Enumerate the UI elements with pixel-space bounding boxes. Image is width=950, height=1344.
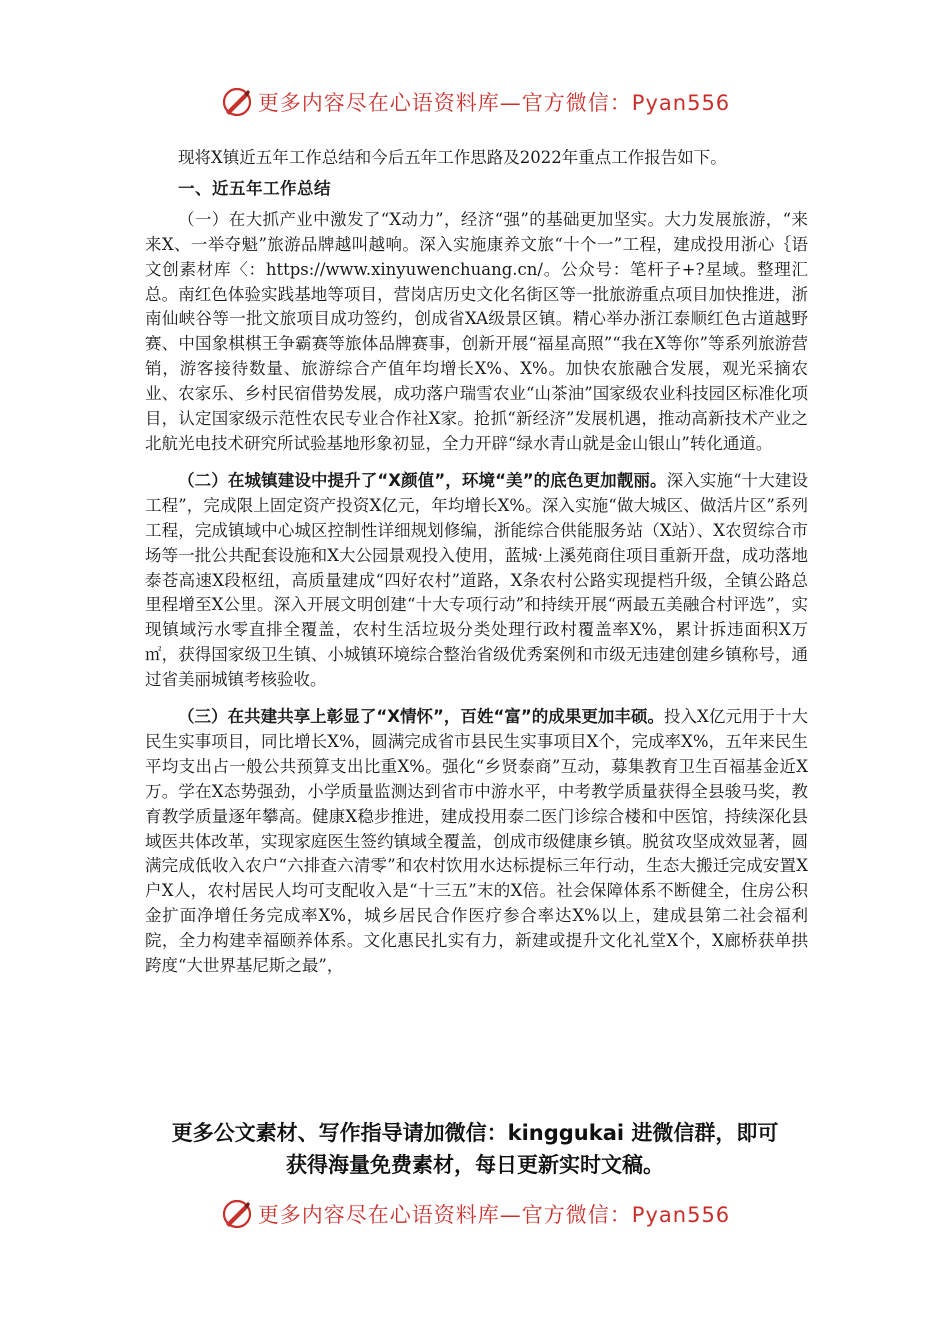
paragraph-2-body: 深入实施“十大建设工程”，完成限上固定资产投资X亿元，年均增长X%。深入实施“做大城区、做活片区”系列工程，完成镇域中心城区控制性详细规划修编，浙能综合供能服务站（X站）、X农贸综合市场等一批公共配套设施和X大公园景观投入使用，蓝城·上溪苑商住项目重新开盘，成功落地泰苍高速X段枢纽，高质量建成“四好农村”道路，X条农村公路实现提档升级，全镇公路总里程增至X公里。深入开展文明创建“十大专项行动”和持续开展“两最五美融合村评选”，实现镇域污水零直排全覆盖，农村生活垃圾分类处理行政村覆盖率X%，累计拆违面积X万㎡，获得国家级卫生镇、小城镇环境综合整治省级优秀案例和市级无违建创建乡镇称号，通过省美丽城镇考核验收。 (145, 470, 808, 690)
paragraph-3-body: 投入X亿元用于十大民生实事项目，同比增长X%，圆满完成省市县民生实事项目X个，完成率X%，五年来民生平均支出占一般公共预算支出比重X%。强化“乡贤泰商”互动，募集教育卫生百福基金近X万。学在X态势强劲，小学质量监测达到省市中游水平，中考教学质量获得全县骏马奖，教育教学质量逐年攀高。健康X稳步推进，建成投用泰二医门诊综合楼和中医馆，持续深化县域医共体改革，实现家庭医生签约镇域全覆盖，创成市级健康乡镇。脱贫攻坚成效显著，圆满完成低收入农户“六排查六清零”和农村饮用水达标提标三年行动，生态大搬迁完成安置X户X人，农村居民人均可支配收入是“十三五”末的X倍。社会保障体系不断健全，住房公积金扩面净增任务完成率X%，城乡居民合作医疗参合率达X%以上，建成县第二社会福利院，全力构建幸福颐养体系。文化惠民扎实有力，新建或提升文化礼堂X个，X廊桥获单拱跨度“大世界基尼斯之最”， (145, 707, 808, 976)
paragraph-1-lead: （一）在大抓产业中激发了“X动力”，经济“强”的基础更加坚实。 (178, 209, 665, 229)
footer-watermark-banner (0, 1196, 950, 1232)
intro-paragraph: 现将X镇近五年工作总结和今后五年工作思路及2022年重点工作报告如下。 (178, 148, 727, 167)
paragraph-1-body: 大力发展旅游，“来来X、一举夺魁”旅游品牌越叫越响。深入实施康养文旅“十个一”工程，建成投用浙心｛语文创素材库〈：https://www.xinyuwenchuang.cn/。公众号：笔杆子+?星域。整理汇总。南红色体验实践基地等项目，营岗店历史文化名街区等一批旅游重点项目加快推进，浙南仙峡谷等一批文旅项目成功签约，创成省XA级景区镇。精心举办浙江泰顺红色古道越野赛、中国象棋棋王争霸赛等旅体品牌赛事，创新开展“福星高照”“我在X等你”等系列旅游营销，游客接待数量、旅游综合产值年均增长X%、X%。加快农旅融合发展，观光采摘农业、农家乐、乡村民宿借势发展，成功落户瑞雪农业“山茶油”国家级农业科技园区标准化项目，认定国家级示范性农民专业合作社X家。抢抓“新经济”发展机遇，推动高新技术产业之北航光电技术研究所试验基地形象初显，全力开辟“绿水青山就是金山银山”转化通道。 (145, 209, 808, 453)
pen-emblem-icon (220, 85, 254, 119)
document-body (145, 140, 808, 991)
promo-notice (100, 1117, 850, 1181)
promo-line-1: 更多公文素材、写作指导请加微信：kinggukai 进微信群，即可 (171, 1121, 779, 1145)
paragraph-3 (145, 705, 808, 979)
paragraph-3-lead: （三）在共建共享上彰显了“X情怀”，百姓“富”的成果更加丰硕。 (178, 707, 664, 727)
header-watermark-banner (0, 84, 950, 120)
pen-emblem-icon (220, 1197, 254, 1231)
paragraph-2-lead: （二）在城镇建设中提升了“X颜值”，环境“美”的底色更加靓丽。 (178, 470, 667, 490)
promo-line-2: 获得海量免费素材，每日更新实时文稿。 (286, 1153, 664, 1177)
section-heading: 一、近五年工作总结 (178, 178, 331, 198)
paragraph-2 (145, 469, 808, 693)
paragraph-1 (145, 208, 808, 457)
banner-text: 更多内容尽在心语资料库—官方微信：Pyan556 (257, 1203, 731, 1227)
banner-text: 更多内容尽在心语资料库—官方微信：Pyan556 (257, 91, 731, 115)
